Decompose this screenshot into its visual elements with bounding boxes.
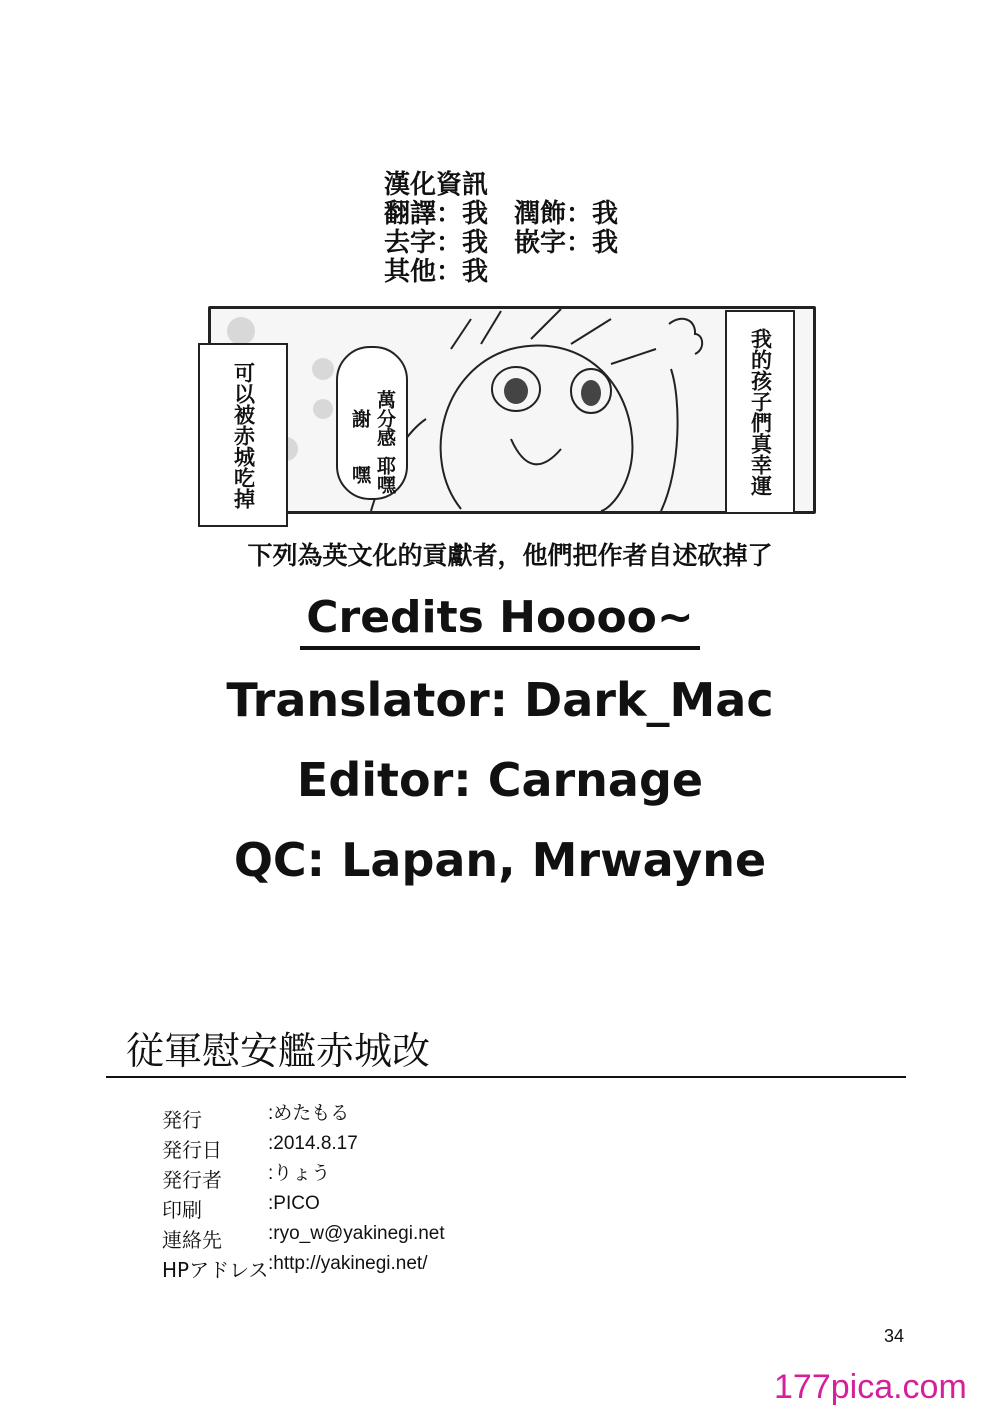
cn-credits-row-2: 去字：我 嵌字：我	[384, 228, 619, 258]
colophon-row	[162, 1103, 582, 1133]
colophon-label: 発行	[162, 1108, 202, 1132]
qc-credit: QC: Lapan, Mrwayne	[233, 833, 767, 887]
editor-credit: Editor: Carnage	[296, 753, 704, 807]
colophon-value: :ryo_w@yakinegi.net	[268, 1223, 445, 1244]
book-title: 従軍慰安艦赤城改	[126, 1029, 431, 1073]
left-speech-bubble	[198, 343, 288, 527]
left-bubble-text: 可以被赤城吃掉	[231, 361, 256, 509]
site-watermark: 177pica.com	[774, 1368, 967, 1406]
mid-speech-bubble	[336, 346, 408, 500]
colophon-value: :めたもる	[268, 1103, 350, 1124]
colophon-label: 発行者	[162, 1168, 222, 1192]
translation-note: 下列為英文化的貢獻者，他們把作者自述砍掉了	[247, 541, 773, 570]
colophon-row	[162, 1223, 582, 1253]
colophon-row	[162, 1133, 582, 1163]
colophon-row	[162, 1193, 582, 1223]
right-bubble-text: 我的孩子們真幸運	[748, 328, 773, 496]
page-number: 34	[884, 1326, 905, 1346]
en-credits-heading-text: Credits Hoooo~	[300, 590, 700, 650]
colophon-value: :http://yakinegi.net/	[268, 1253, 428, 1274]
translator-credit: Translator: Dark_Mac	[226, 673, 774, 727]
cn-credits-row-3: 其他：我	[384, 257, 489, 287]
cn-credits-heading: 漢化資訊	[384, 170, 489, 200]
title-divider	[106, 1076, 906, 1078]
colophon-label: 連絡先	[162, 1228, 222, 1252]
colophon-value: :りょう	[268, 1163, 331, 1184]
colophon-value: :2014.8.17	[268, 1133, 358, 1154]
right-speech-bubble	[725, 310, 795, 514]
manga-illustration	[211, 309, 813, 511]
colophon-value: :PICO	[268, 1193, 320, 1214]
colophon-row	[162, 1253, 582, 1283]
colophon-row	[162, 1163, 582, 1193]
colophon-label: 印刷	[162, 1198, 202, 1222]
colophon-label: 発行日	[162, 1138, 222, 1162]
mid-bubble-text-1: 耶嘿嘿	[349, 455, 396, 494]
cn-credits-row-1: 翻譯：我 潤飾：我	[384, 199, 619, 229]
colophon-label: HPアドレス	[162, 1258, 269, 1282]
colophon-table	[162, 1103, 582, 1283]
mid-bubble-text-2: 萬分感謝	[349, 390, 396, 448]
en-credits-heading	[0, 590, 1000, 650]
